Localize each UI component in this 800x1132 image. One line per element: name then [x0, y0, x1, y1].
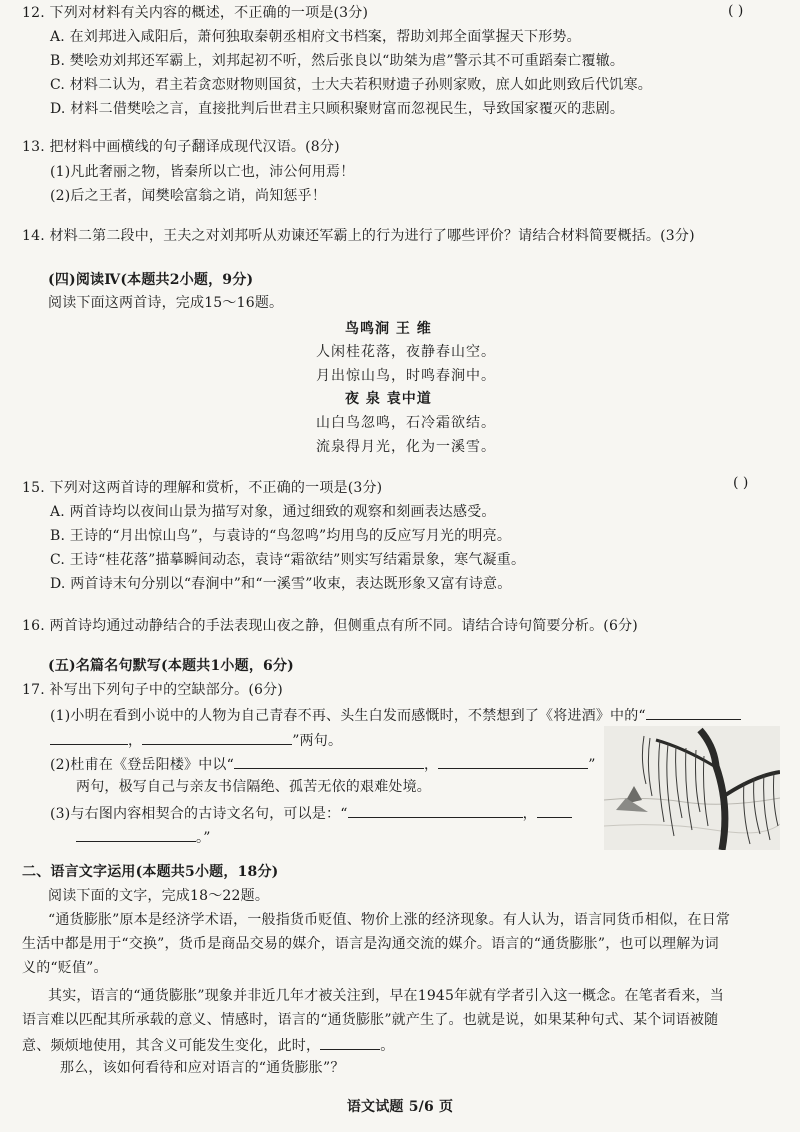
q15-option-a: A. 两首诗均以夜间山景为描写对象，通过细致的观察和刻画表达感受。 [50, 504, 496, 520]
q13-stem: 13. 把材料中画横线的句子翻译成现代汉语。(8分) [22, 139, 340, 155]
q15-stem: 15. 下列对这两首诗的理解和赏析，不正确的一项是(3分) [22, 480, 383, 496]
q12-answer-paren[interactable]: ( ) [728, 3, 744, 19]
q14-stem: 14. 材料二第二段中，王夫之对刘邦听从劝谏还军霸上的行为进行了哪些评价？请结合材料简要概括。(3分) [22, 228, 695, 244]
poem1-title: 鸟鸣涧 王 维 [345, 321, 432, 337]
passage-p2-line-1: 其实，语言的“通货膨胀”现象并非近几年才被关注到，早在1945年就有学者引入这一概念。在笔者看来，当 [48, 988, 724, 1004]
poem2-line-2: 流泉得月光，化为一溪雪。 [316, 439, 496, 455]
passage-p1-line-1: “通货膨胀”原本是经济学术语，一般指货币贬值、物价上涨的经济现象。有人认为，语言同货币相似，在日常 [48, 912, 731, 928]
q17-item-1-suffix: ”两句。 [292, 733, 343, 749]
q15-option-c: C. 王诗“桂花落”描摹瞬间动态，袁诗“霜欲结”则实写结霜景象，寒气凝重。 [50, 552, 526, 568]
q17-item-1-blank-b[interactable] [50, 729, 128, 745]
q12-option-c: C. 材料二认为，君主若贪恋财物则国贫，士大夫若积财遗子孙则家败，庶人如此则致后代饥寒。 [50, 77, 652, 93]
q17-item-3-sep: ， [522, 806, 537, 822]
q12-stem: 12. 下列对材料有关内容的概述，不正确的一项是(3分) [22, 5, 369, 21]
q16-stem: 16. 两首诗均通过动静结合的手法表现山夜之静，但侧重点有所不同。请结合诗句简要分析。(6分) [22, 618, 638, 634]
q17-item-2-suffix: 两句，极写自己与亲友书信隔绝、孤苦无依的艰难处境。 [76, 779, 431, 795]
q12-option-b: B. 樊哙劝刘邦还军霸上，刘邦起初不听，然后张良以“助桀为虐”警示其不可重蹈秦亡覆辙。 [50, 53, 625, 69]
poem1-line-1: 人闲桂花落，夜静春山空。 [316, 344, 496, 360]
q17-item-2-end: ” [588, 757, 596, 773]
q17-item-2-text [50, 753, 596, 775]
passage-p2-line-3-text: 意、频烦地使用，其含义可能发生变化，此时， [22, 1038, 321, 1054]
passage-p2-line-3 [22, 1034, 394, 1056]
q17-item-3-text [50, 802, 572, 824]
q13-item-1: (1)凡此奢丽之物，皆秦所以亡也，沛公何用焉！ [50, 164, 355, 180]
q17-item-1-cont: ， ”两句。 [50, 729, 342, 751]
q17-item-1-text [50, 704, 741, 726]
passage-p1-line-3: 义的“贬值”。 [22, 960, 108, 976]
section4-heading: (四)阅读Ⅳ(本题共2小题，9分) [48, 272, 254, 288]
q17-item-3-prefix: (3)与右图内容相契合的古诗文名句，可以是：“ [50, 806, 348, 822]
q17-item-2-blank-b[interactable] [438, 753, 588, 769]
q12-option-a: A. 在刘邦进入咸阳后，萧何独取秦朝丞相府文书档案，帮助刘邦全面掌握天下形势。 [50, 29, 581, 45]
q12-option-d: D. 材料二借樊哙之言，直接批判后世君主只顾积聚财富而忽视民生，导致国家覆灭的悲剧。 [50, 101, 625, 117]
q17-item-3-cont [76, 826, 211, 848]
poem2-line-1: 山白鸟忽鸣，石冷霜欲结。 [316, 415, 496, 431]
poem2-title: 夜 泉 袁中道 [345, 391, 432, 407]
q17-item-1-blank-c[interactable] [142, 729, 292, 745]
poem1-line-2: 月出惊山鸟，时鸣春涧中。 [316, 368, 496, 384]
q15-answer-paren[interactable]: ( ) [733, 475, 749, 491]
q13-item-2: (2)后之王者，闻樊哙富翁之诮，尚知惩乎！ [50, 188, 327, 204]
q17-item-3-blank-c[interactable] [76, 826, 196, 842]
passage-p3: 那么，该如何看待和应对语言的“通货膨胀”？ [60, 1060, 345, 1076]
willow-ink-painting [604, 726, 780, 850]
page-footer: 语文试题 5/6 页 [346, 1099, 454, 1115]
q17-item-3-blank-b[interactable] [537, 802, 572, 818]
q17-item-3-end: 。” [196, 830, 211, 846]
section5-heading: (五)名篇名句默写(本题共1小题，6分) [48, 658, 294, 674]
q17-item-1-prefix: (1)小明在看到小说中的人物为自己青春不再、头生白发而感慨时，不禁想到了《将进酒》中的“ [50, 708, 646, 724]
q17-item-3-blank-a[interactable] [348, 802, 523, 818]
q15-option-b: B. 王诗的“月出惊山鸟”，与袁诗的“鸟忽鸣”均用鸟的反应写月光的明亮。 [50, 528, 512, 544]
q17-item-2-prefix: (2)杜甫在《登岳阳楼》中以“ [50, 757, 234, 773]
passage-p1-line-2: 生活中都是用于“交换”，货币是商品交易的媒介，语言是沟通交流的媒介。语言的“通货膨胀”，也可以理解为词 [22, 936, 719, 952]
passage-blank[interactable] [320, 1034, 380, 1050]
part2-intro: 阅读下面的文字，完成18～22题。 [48, 888, 270, 904]
part2-heading: 二、语言文字运用(本题共5小题，18分) [22, 864, 279, 880]
q15-option-d: D. 两首诗末句分别以“春涧中”和“一溪雪”收束，表达既形象又富有诗意。 [50, 576, 512, 592]
passage-p2-line-2: 语言难以匹配其所承载的意义、情感时，语言的“通货膨胀”就产生了。也就是说，如果某种句式、某个词语被随 [22, 1012, 719, 1028]
q17-stem: 17. 补写出下列句子中的空缺部分。(6分) [22, 682, 283, 698]
passage-p2-end: 。 [380, 1038, 395, 1054]
q17-item-1-blank-a[interactable] [646, 704, 741, 720]
q17-item-2-blank-a[interactable] [234, 753, 424, 769]
section4-intro: 阅读下面这两首诗，完成15～16题。 [48, 295, 284, 311]
q17-item-2-sep: ， [424, 757, 439, 773]
